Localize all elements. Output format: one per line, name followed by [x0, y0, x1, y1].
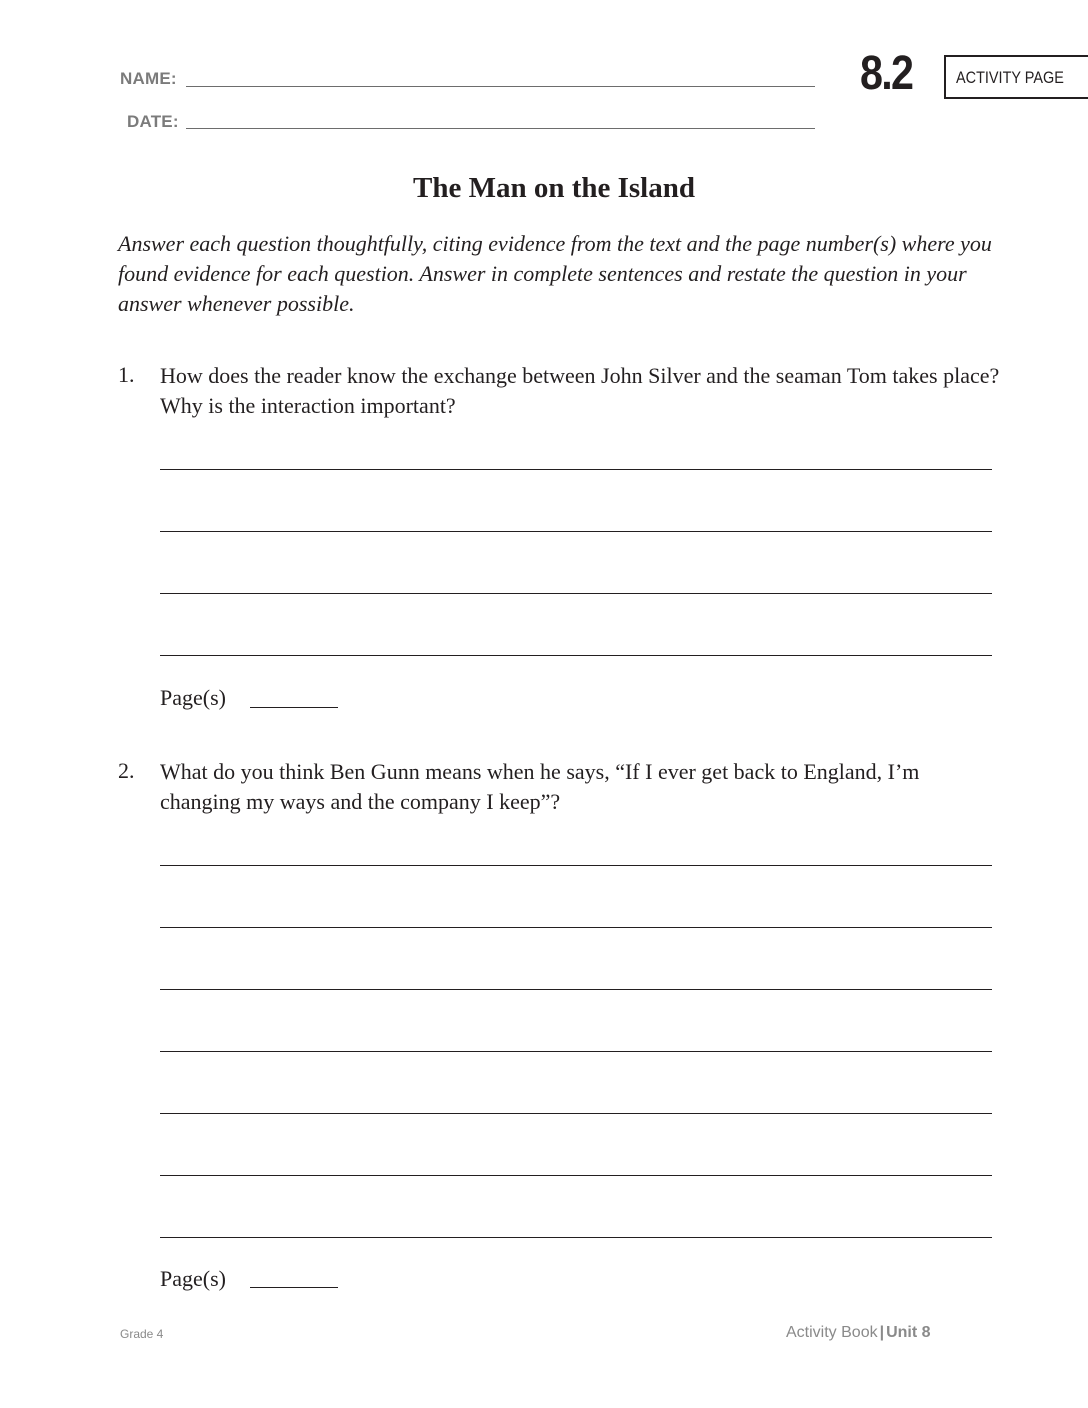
page-title: The Man on the Island	[412, 172, 695, 204]
pages-line[interactable]	[250, 1287, 338, 1288]
footer-book: Activity Book	[786, 1324, 878, 1341]
footer-grade: Grade 4	[120, 1327, 164, 1341]
date-label: DATE:	[127, 112, 179, 131]
question-text: How does the reader know the exchange between John Silver and the seaman Tom takes place? Why is the interaction important?	[160, 363, 1000, 418]
answer-line[interactable]	[160, 865, 992, 866]
answer-line[interactable]	[160, 655, 992, 656]
answer-line[interactable]	[160, 989, 992, 990]
date-line[interactable]	[186, 128, 815, 129]
answer-line[interactable]	[160, 593, 992, 594]
instructions: Answer each question thoughtfully, citing evidence from the text and the page number(s) where you found evidence for each question. Answer in complete sentences and restate the question in your answer whenever possible.	[118, 231, 992, 316]
footer-separator: |	[879, 1324, 885, 1341]
footer-unit: Unit 8	[886, 1324, 931, 1341]
activity-page-badge	[944, 55, 1088, 99]
pages-line[interactable]	[250, 707, 338, 708]
answer-line[interactable]	[160, 531, 992, 532]
activity-page-label: ACTIVITY PAGE	[956, 68, 1064, 87]
answer-line[interactable]	[160, 1113, 992, 1114]
name-label: NAME:	[120, 69, 177, 88]
answer-line[interactable]	[160, 1175, 992, 1176]
pages-label: Page(s)	[160, 1266, 226, 1291]
activity-number: 8.2	[860, 47, 913, 100]
question-number: 1.	[118, 362, 135, 387]
question-text: What do you think Ben Gunn means when he says, “If I ever get back to England, I’m changing my ways and the company I keep”?	[160, 759, 920, 814]
name-line[interactable]	[186, 86, 815, 87]
answer-line[interactable]	[160, 469, 992, 470]
answer-line[interactable]	[160, 927, 992, 928]
footer-book-info	[786, 1324, 931, 1342]
pages-label: Page(s)	[160, 685, 226, 710]
question-number: 2.	[118, 758, 135, 783]
answer-line[interactable]	[160, 1237, 992, 1238]
answer-line[interactable]	[160, 1051, 992, 1052]
